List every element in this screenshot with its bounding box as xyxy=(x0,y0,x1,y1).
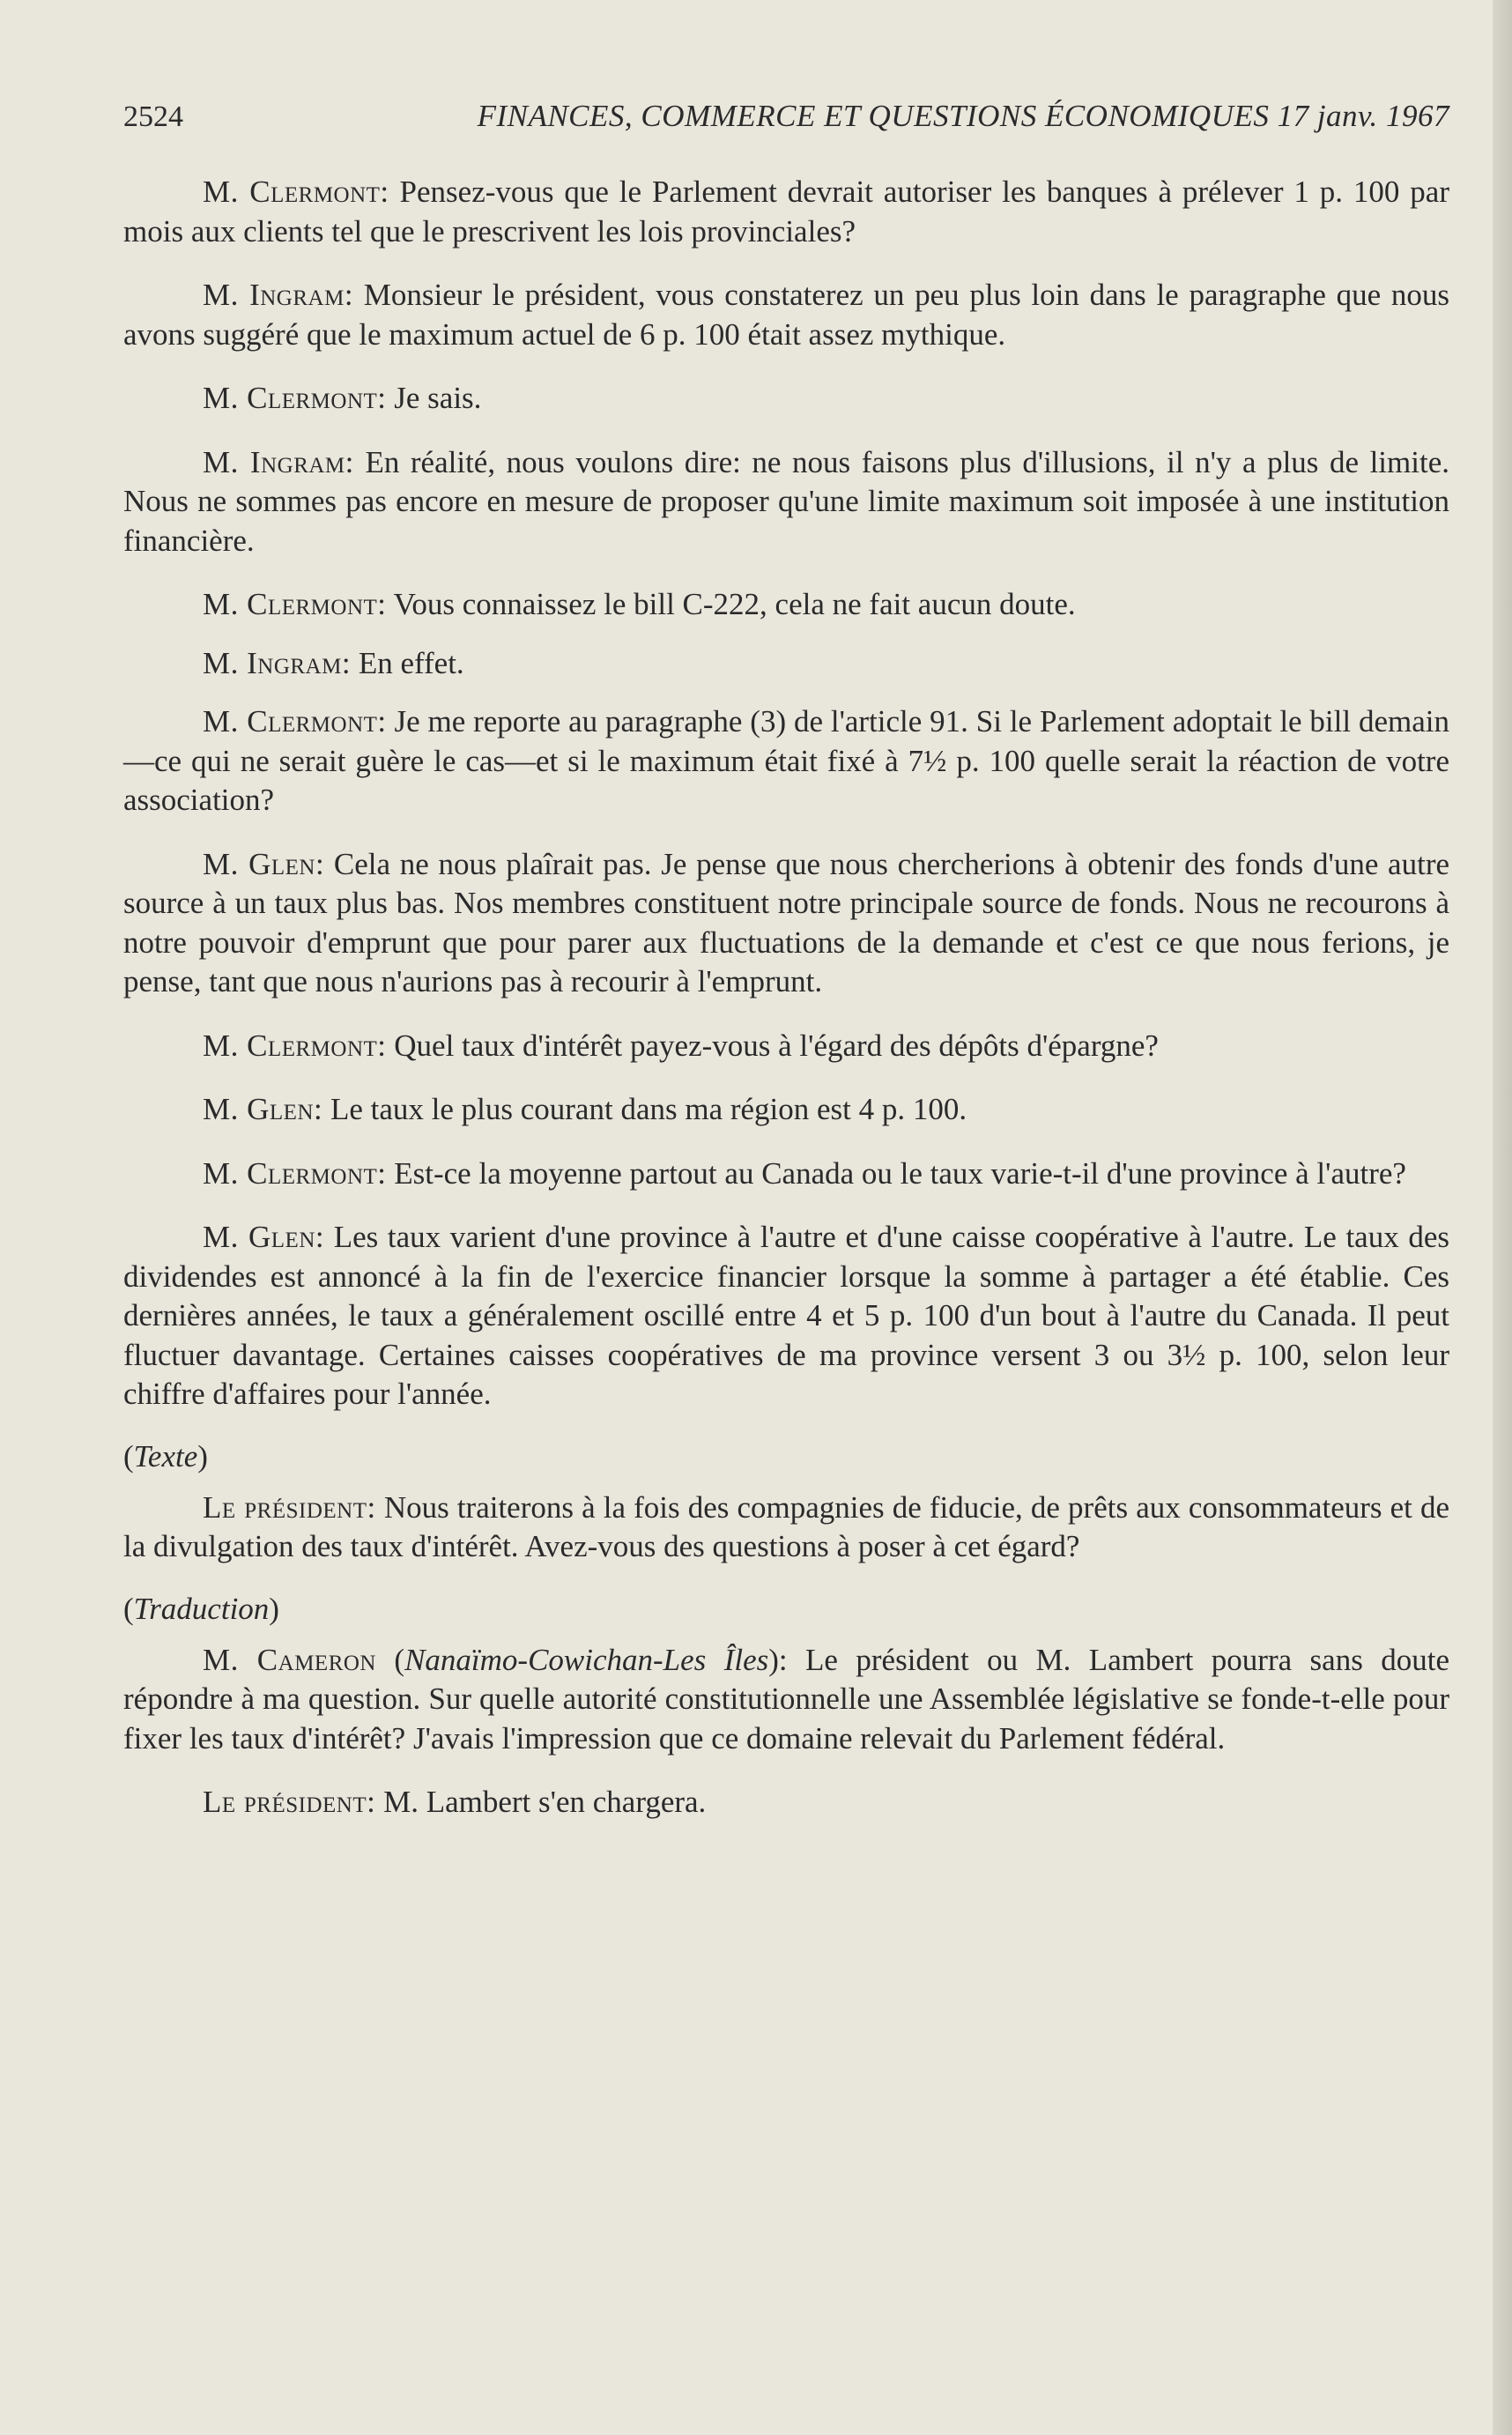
paragraph-text: Le taux le plus courant dans ma région est 4 p. 100. xyxy=(322,1092,967,1126)
speaker-name: M. Clermont: xyxy=(203,174,389,209)
speaker-name: M. Glen: xyxy=(203,846,325,881)
header-date: 17 janv. 1967 xyxy=(1277,99,1449,133)
speaker-name: Le président: xyxy=(203,1785,376,1819)
paragraph-text: En réalité, nous voulons dire: ne nous faisons plus d'illusions, il n'y a plus de limite. Nous ne sommes pas encore en mesure de proposer qu'une limite maximum soit imposée à une institution financière. xyxy=(123,444,1449,558)
page-number: 2524 xyxy=(123,100,183,133)
paragraph-text: Pensez-vous que le Parlement devrait autoriser les banques à prélever 1 p. 100 par mois aux clients tel que le prescrivent les lois provinciales? xyxy=(123,174,1449,249)
header-title xyxy=(478,99,1449,134)
paragraph xyxy=(123,443,1449,561)
paragraph: M. Cameron (Nanaïmo-Cowichan-Les Îles): Le président ou M. Lambert pourra sans doute répondre à ma question. Sur quelle autorité constitutionnelle une Assemblée législative se fonde-t-elle pour fixer les taux d'intérêt? J'avais l'impression que ce domaine relevait du Parlement fédéral. xyxy=(123,1642,1450,1756)
riding-name: Nanaïmo-Cowichan-Les Îles xyxy=(404,1642,769,1677)
paragraph xyxy=(123,173,1449,251)
paragraph-text: Est-ce la moyenne partout au Canada ou le taux varie-t-il d'une province à l'autre? xyxy=(386,1155,1406,1191)
paragraph-text: Vous connaissez le bill C-222, cela ne fait aucun doute. xyxy=(386,587,1076,621)
paragraph-text: Les taux varient d'une province à l'autre et d'une caisse coopérative à l'autre. Le taux des dividendes est annoncé à la fin de l'exercice financier lorsque la somme à partager a été établie. Ces dernières années, le taux a généralement oscillé entre 4 et 5 p. 100 d'un bout à l'autre du Canada. Il peut fluctuer davantage. Certaines caisses coopératives de ma province versent 3 ou 3½ p. 100, selon leur chiffre d'affaires pour l'année. xyxy=(123,1220,1449,1411)
speaker-name: M. Ingram: xyxy=(203,645,352,680)
section-label-texte: (Texte) xyxy=(123,1438,208,1474)
paragraph xyxy=(123,1488,1449,1567)
running-header xyxy=(123,99,1449,134)
speaker-name: M. Ingram: xyxy=(203,278,354,312)
paragraph-text: Quel taux d'intérêt payez-vous à l'égard des dépôts d'épargne? xyxy=(386,1028,1159,1063)
paragraph-text: Je sais. xyxy=(386,381,482,415)
paragraph xyxy=(123,1027,1449,1066)
paragraph xyxy=(123,845,1449,1002)
paragraph-text: Monsieur le président, vous constaterez un peu plus loin dans le paragraphe que nous avons suggéré que le maximum actuel de 6 p. 100 était assez mythique. xyxy=(123,278,1449,352)
header-title-text: FINANCES, COMMERCE ET QUESTIONS ÉCONOMIQUES xyxy=(477,99,1270,133)
paragraph xyxy=(123,585,1449,625)
paragraph xyxy=(123,702,1449,820)
paragraph xyxy=(123,644,1449,684)
paragraph xyxy=(123,276,1449,354)
speaker-name: M. Clermont: xyxy=(203,1155,387,1191)
paragraph-text: Je me reporte au paragraphe (3) de l'article 91. Si le Parlement adoptait le bill demain—ce qui ne serait guère le cas—et si le maximum était fixé à 7½ p. 100 quelle serait la réaction de votre association? xyxy=(123,704,1449,817)
paragraph xyxy=(123,379,1449,419)
paragraph-text: Cela ne nous plaîrait pas. Je pense que nous chercherions à obtenir des fonds d'une autre source à un taux plus bas. Nos membres constituent notre principale source de fonds. Nous ne recourons à notre pouvoir d'emprunt que pour parer aux fluctuations de la demande et c'est ce que nous ferions, je pense, tant que nous n'aurions pas à recourir à l'emprunt. xyxy=(123,846,1450,998)
section-label-texte-text: Texte xyxy=(133,1438,198,1474)
page-edge-shadow xyxy=(1493,0,1512,2435)
speaker-name: M. Glen: xyxy=(203,1092,323,1126)
speaker-name: M. Clermont: xyxy=(203,704,387,739)
paragraph xyxy=(123,1783,1449,1823)
section-label-traduction-text: Traduction xyxy=(133,1591,270,1626)
document-page xyxy=(123,99,1449,1847)
paragraph-text: En effet. xyxy=(351,645,464,680)
paragraph-text: Nous traiterons à la fois des compagnies de fiducie, de prêts aux consommateurs et de la divulgation des taux d'intérêt. Avez-vous des questions à poser à cet égard? xyxy=(123,1489,1450,1563)
speaker-name: Le président: xyxy=(203,1489,376,1525)
paragraph-text: : Le président ou M. Lambert pourra sans doute répondre à ma question. Sur quelle autorité constitutionnelle une Assemblée législative se fonde-t-elle pour fixer les taux d'intérêt? J'avais l'impression que ce domaine relevait du Parlement fédéral. xyxy=(123,1642,1450,1756)
transcript-body xyxy=(123,173,1449,1823)
speaker-name: M. Cameron xyxy=(203,1642,376,1677)
speaker-name: M. Glen: xyxy=(203,1220,325,1254)
paragraph xyxy=(123,1218,1449,1414)
speaker-name: M. Clermont: xyxy=(203,587,387,621)
section-label-traduction: (Traduction) xyxy=(123,1591,279,1626)
speaker-name: M. Ingram: xyxy=(203,444,354,479)
speaker-name: M. Clermont: xyxy=(203,1028,387,1063)
speaker-name: M. Clermont: xyxy=(203,381,387,415)
paragraph-text: M. Lambert s'en chargera. xyxy=(375,1785,707,1819)
paragraph xyxy=(123,1090,1449,1130)
paragraph xyxy=(123,1154,1449,1194)
